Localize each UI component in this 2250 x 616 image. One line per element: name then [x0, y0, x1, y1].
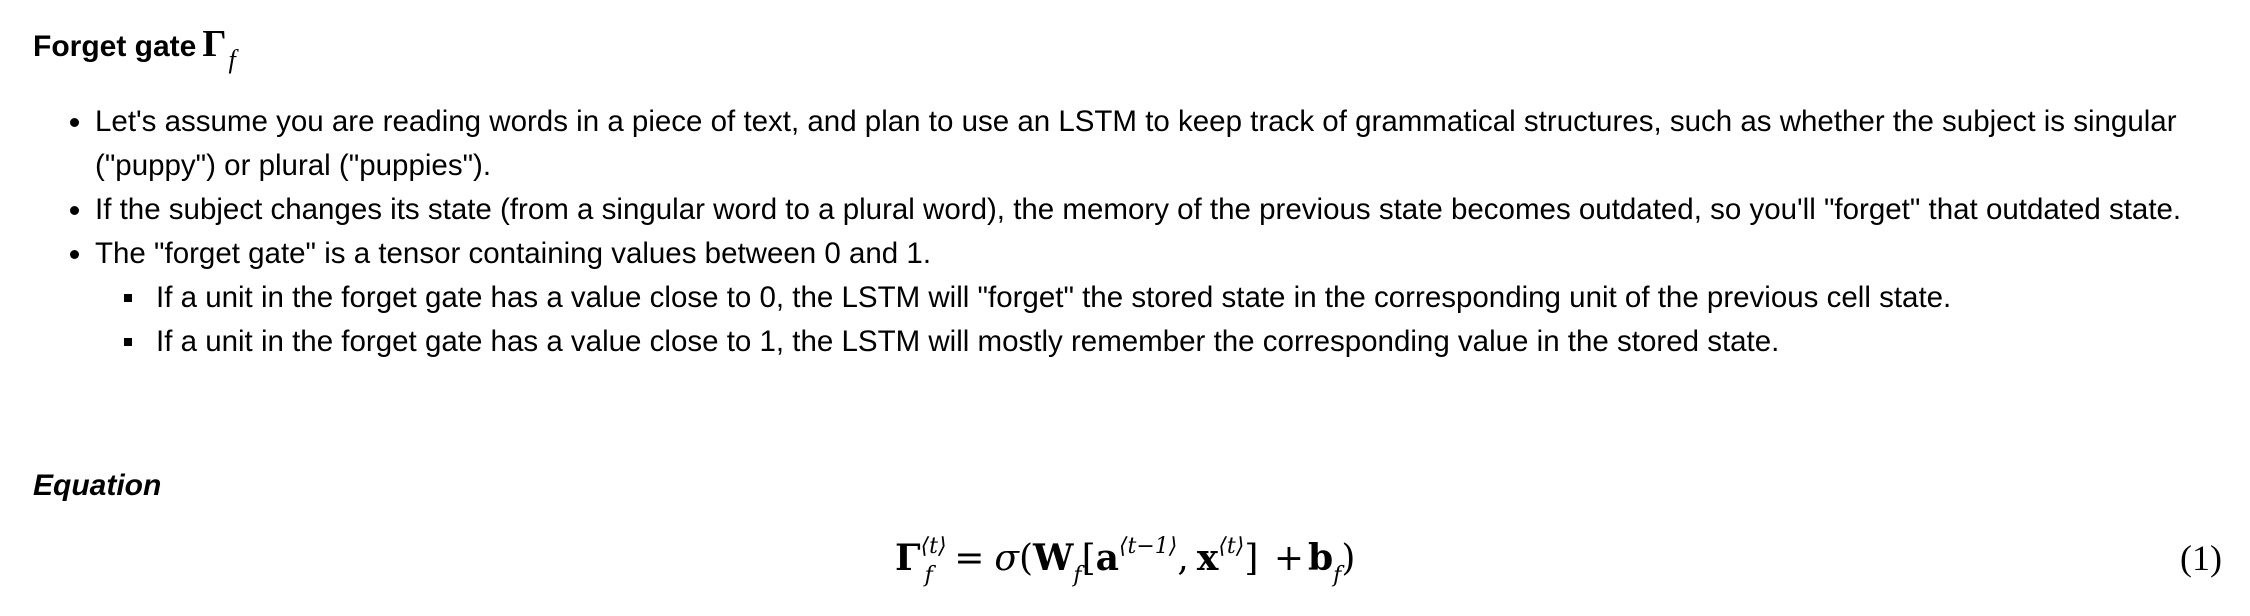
eq-bias: b	[1308, 537, 1334, 579]
sub-bullet-list	[95, 276, 2225, 364]
bullet-list	[95, 100, 2225, 364]
equation-label: Equation	[33, 469, 162, 502]
eq-close-paren: )	[1341, 538, 1356, 579]
eq-weight: W	[1032, 537, 1074, 579]
heading-text: Forget gate	[33, 30, 197, 63]
eq-plus: +	[1273, 538, 1304, 579]
bullet-item: Let's assume you are reading words in a piece of text, and plan to use an LSTM to keep track of grammatical structures, such as whether the subject is singular ("puppy") or plural ("puppies").	[95, 100, 2225, 188]
bullet-item-with-sublist	[95, 232, 2225, 364]
equation-number: (1)	[2180, 538, 2222, 578]
sub-bullet-item: If a unit in the forget gate has a value close to 0, the LSTM will "forget" the stored state in the corresponding unit of the previous cell state.	[156, 276, 2225, 320]
eq-close-bracket: ]	[1244, 538, 1259, 579]
eq-bias-sub: f	[1333, 563, 1342, 589]
forget-gate-equation	[895, 528, 1355, 588]
eq-gamma-time-sup: ⟨t⟩	[920, 534, 947, 559]
eq-x-sup: ⟨t⟩	[1218, 534, 1245, 559]
sub-bullet-item: If a unit in the forget gate has a value close to 1, the LSTM will mostly remember the corresponding value in the stored state.	[156, 320, 2225, 364]
eq-x: x	[1196, 537, 1219, 579]
heading-subscript: f	[228, 45, 236, 74]
bullet-item: If the subject changes its state (from a singular word to a plural word), the memory of the previous state becomes outdated, so you'll "forget" that outdated state.	[95, 188, 2225, 232]
eq-weight-sub: f	[1073, 563, 1082, 589]
heading-gamma-symbol: Γ	[202, 23, 227, 65]
eq-equals: =	[954, 538, 985, 579]
section-heading	[33, 23, 236, 74]
eq-sigma: σ	[994, 538, 1019, 579]
eq-open-paren: (	[1018, 538, 1033, 579]
eq-a-sup: ⟨t−1⟩	[1118, 534, 1178, 559]
eq-a: a	[1095, 537, 1119, 579]
bullet-item-text: The "forget gate" is a tensor containing values between 0 and 1.	[95, 237, 932, 270]
eq-comma: ,	[1177, 538, 1189, 579]
eq-open-bracket: [	[1081, 538, 1096, 579]
eq-gamma: Γ	[895, 537, 921, 579]
eq-gamma-sub: f	[924, 563, 933, 589]
